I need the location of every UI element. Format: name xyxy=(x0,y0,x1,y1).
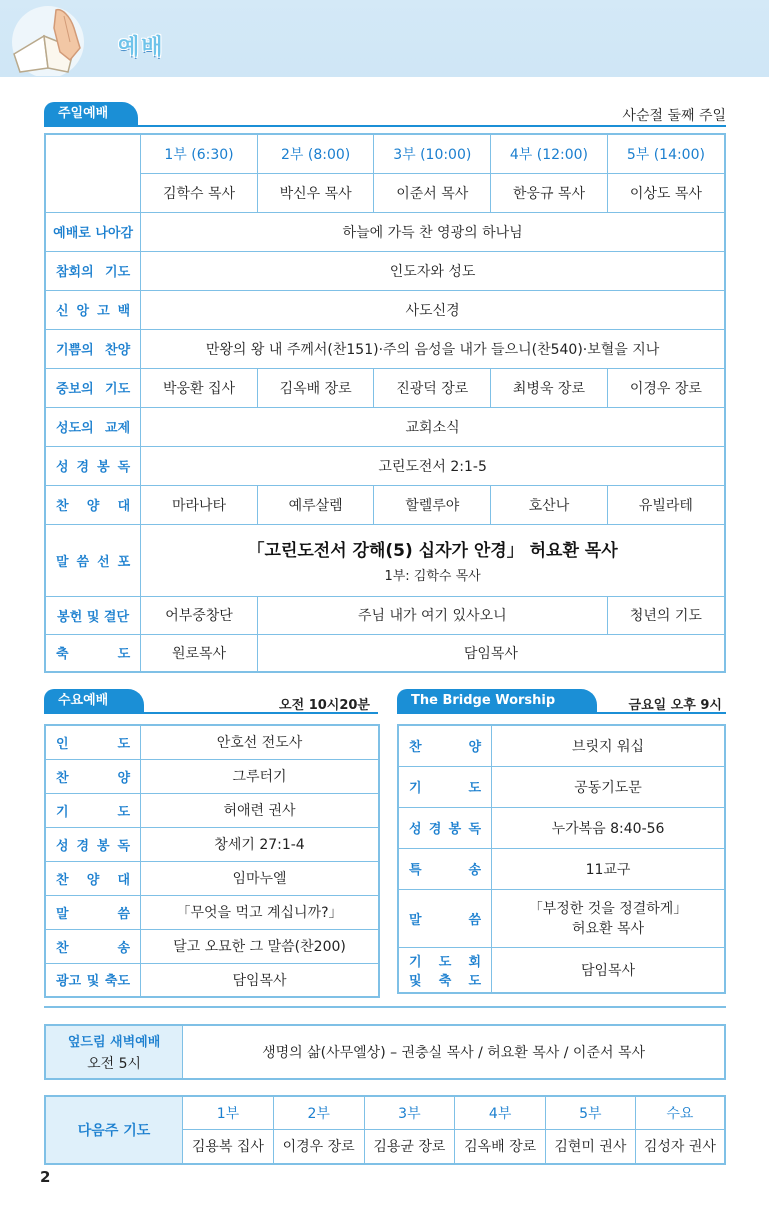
bridge-table xyxy=(397,724,726,994)
bridge-label xyxy=(398,725,492,766)
choir-1: 마라나타 xyxy=(141,485,258,524)
section-divider xyxy=(44,1006,726,1008)
next-prayer-label: 다음주 기도 xyxy=(45,1096,183,1164)
next-name-4: 김옥배 장로 xyxy=(455,1129,546,1164)
service-2: 2부 (8:00) xyxy=(257,134,374,173)
next-header-5: 5부 xyxy=(546,1096,636,1129)
next-prayer-table xyxy=(44,1095,726,1165)
wednesday-value: 담임목사 xyxy=(141,963,379,997)
next-header-4: 4부 xyxy=(455,1096,546,1129)
bridge-value-cell xyxy=(492,848,725,889)
bridge-label xyxy=(398,766,492,807)
repent-value: 인도자와 성도 xyxy=(141,251,725,290)
intercession-4: 최병욱 장로 xyxy=(491,368,608,407)
creed-value: 사도신경 xyxy=(141,290,725,329)
bridge-value-cell xyxy=(492,889,725,947)
bridge-row xyxy=(398,725,725,766)
sermon-title: 「고린도전서 강해(5) 십자가 안경」 허요환 목사 xyxy=(247,541,618,561)
pastor-5: 이상도 목사 xyxy=(607,173,725,212)
bridge-value-2: 허요환 목사 xyxy=(571,921,645,937)
wednesday-row xyxy=(45,759,379,793)
row-label-approach: 예배로 나아감 xyxy=(45,212,141,251)
next-header-1: 1부 xyxy=(183,1096,274,1129)
choir-2: 예루살렘 xyxy=(257,485,374,524)
bridge-value: 담임목사 xyxy=(580,962,636,979)
wednesday-value: 안호선 전도사 xyxy=(141,725,379,759)
bridge-label-line: 말 씀 xyxy=(409,912,482,928)
intercession-2: 김옥배 장로 xyxy=(257,368,374,407)
joy-value: 만왕의 왕 내 주께서(찬151)·주의 음성을 내가 들으니(찬540)·보혈을 지나 xyxy=(141,329,725,368)
sermon-cell xyxy=(141,524,725,596)
corner-cell xyxy=(45,134,141,212)
bridge-label xyxy=(398,947,492,993)
sunday-table xyxy=(44,133,726,673)
bridge-value-cell xyxy=(492,766,725,807)
next-name-5: 김현미 권사 xyxy=(546,1129,636,1164)
service-1: 1부 (6:30) xyxy=(141,134,258,173)
wednesday-label: 찬 송 xyxy=(45,929,141,963)
blessing-1: 원로목사 xyxy=(141,634,258,672)
sunday-note: 사순절 둘째 주일 xyxy=(622,108,726,124)
bridge-value-cell xyxy=(492,807,725,848)
row-label-offering: 봉헌 및 결단 xyxy=(45,596,141,634)
next-name-3: 김용균 장로 xyxy=(364,1129,455,1164)
sermon-sub: 1부: 김학수 목사 xyxy=(384,569,481,584)
sunday-rule xyxy=(44,125,726,127)
row-label-reading: 성 경 봉 독 xyxy=(45,446,141,485)
row-label-creed: 신 앙 고 백 xyxy=(45,290,141,329)
offering-1: 어부중창단 xyxy=(141,596,258,634)
bridge-label-line: 성 경 봉 독 xyxy=(409,822,482,837)
row-label-joy: 기쁨의 찬양 xyxy=(45,329,141,368)
service-4: 4부 (12:00) xyxy=(491,134,608,173)
wednesday-value: 달고 오묘한 그 말씀(찬200) xyxy=(141,929,379,963)
service-5: 5부 (14:00) xyxy=(607,134,725,173)
next-header-2: 2부 xyxy=(273,1096,364,1129)
dawn-value: 생명의 삶(사무엘상) – 권충실 목사 / 허요환 목사 / 이준서 목사 xyxy=(183,1025,725,1079)
fellowship-value: 교회소식 xyxy=(141,407,725,446)
wednesday-row xyxy=(45,895,379,929)
wednesday-label: 기 도 xyxy=(45,793,141,827)
choir-4: 호산나 xyxy=(491,485,608,524)
row-label-repent: 참회의 기도 xyxy=(45,251,141,290)
row-label-blessing: 축 도 xyxy=(45,634,141,672)
choir-3: 할렐루야 xyxy=(374,485,491,524)
choir-5: 유빌라테 xyxy=(607,485,725,524)
wednesday-row xyxy=(45,861,379,895)
bridge-value: 공동기도문 xyxy=(574,779,642,796)
next-name-6: 김성자 권사 xyxy=(635,1129,725,1164)
offering-3: 청년의 기도 xyxy=(607,596,725,634)
wednesday-label: 찬 양 대 xyxy=(45,861,141,895)
pastor-1: 김학수 목사 xyxy=(141,173,258,212)
wednesday-row xyxy=(45,929,379,963)
wednesday-label: 인 도 xyxy=(45,725,141,759)
wednesday-label: 광고 및 축도 xyxy=(45,963,141,997)
dawn-table xyxy=(44,1024,726,1080)
bridge-label xyxy=(398,848,492,889)
approach-value: 하늘에 가득 찬 영광의 하나님 xyxy=(141,212,725,251)
bridge-label-line: 기 도 회 xyxy=(409,954,482,970)
bridge-note: 금요일 오후 9시 xyxy=(628,698,722,713)
wednesday-value: 창세기 27:1-4 xyxy=(141,827,379,861)
bridge-row xyxy=(398,947,725,993)
bridge-label-line: 기 도 xyxy=(409,781,482,796)
wednesday-row xyxy=(45,793,379,827)
dawn-label-cell xyxy=(45,1025,183,1079)
bridge-label-line: 찬 양 xyxy=(409,740,482,756)
bridge-label xyxy=(398,889,492,947)
row-label-intercession: 중보의 기도 xyxy=(45,368,141,407)
wednesday-label: 성 경 봉 독 xyxy=(45,827,141,861)
wednesday-table xyxy=(44,724,380,998)
next-name-1: 김용복 집사 xyxy=(183,1129,274,1164)
wednesday-value: 임마누엘 xyxy=(141,861,379,895)
wednesday-row xyxy=(45,725,379,759)
row-label-fellowship: 성도의 교제 xyxy=(45,407,141,446)
offering-2: 주님 내가 여기 있사오니 xyxy=(257,596,607,634)
intercession-3: 진광덕 장로 xyxy=(374,368,491,407)
service-3: 3부 (10:00) xyxy=(374,134,491,173)
blessing-2: 담임목사 xyxy=(257,634,725,672)
pastor-2: 박신우 목사 xyxy=(257,173,374,212)
bridge-label-line: 특 송 xyxy=(409,863,482,878)
reading-value: 고린도전서 2:1-5 xyxy=(141,446,725,485)
wednesday-row xyxy=(45,963,379,997)
page-number: 2 xyxy=(40,1168,51,1186)
wednesday-label: 말 씀 xyxy=(45,895,141,929)
wednesday-value: 허애련 권사 xyxy=(141,793,379,827)
wednesday-row xyxy=(45,827,379,861)
row-label-sermon: 말 씀 선 포 xyxy=(45,524,141,596)
dawn-time: 오전 5시 xyxy=(87,1056,142,1072)
row-label-choir: 찬 양 대 xyxy=(45,485,141,524)
bridge-row xyxy=(398,766,725,807)
tab-wednesday-worship: 수요예배 xyxy=(44,689,144,713)
bridge-row xyxy=(398,889,725,947)
bridge-value: 브릿지 워십 xyxy=(571,738,645,755)
pastor-3: 이준서 목사 xyxy=(374,173,491,212)
wednesday-label: 찬 양 xyxy=(45,759,141,793)
intercession-5: 이경우 장로 xyxy=(607,368,725,407)
bridge-value: 11교구 xyxy=(585,861,631,878)
page-header xyxy=(0,0,769,77)
wednesday-value: 그루터기 xyxy=(141,759,379,793)
bridge-value: 누가복음 8:40-56 xyxy=(551,820,665,837)
bridge-label xyxy=(398,807,492,848)
bridge-row xyxy=(398,848,725,889)
pastor-4: 한웅규 목사 xyxy=(491,173,608,212)
next-header-3: 3부 xyxy=(364,1096,455,1129)
intercession-1: 박웅환 집사 xyxy=(141,368,258,407)
bridge-value: 「부정한 것을 정결하게」 xyxy=(528,901,688,917)
page-title: 예배 xyxy=(118,35,165,60)
next-name-2: 이경우 장로 xyxy=(273,1129,364,1164)
praying-hands-bible-icon xyxy=(4,2,100,76)
dawn-label: 엎드림 새벽예배 xyxy=(67,1035,161,1050)
wednesday-value: 「무엇을 먹고 계십니까?」 xyxy=(141,895,379,929)
bridge-label-line-2: 및 축 도 xyxy=(409,973,482,989)
next-header-6: 수요 xyxy=(635,1096,725,1129)
bridge-value-cell xyxy=(492,725,725,766)
bridge-row xyxy=(398,807,725,848)
tab-bridge-worship: The Bridge Worship xyxy=(397,689,597,713)
tab-sunday-worship: 주일예배 xyxy=(44,102,138,126)
bridge-value-cell xyxy=(492,947,725,993)
wednesday-note: 오전 10시20분 xyxy=(279,698,370,713)
